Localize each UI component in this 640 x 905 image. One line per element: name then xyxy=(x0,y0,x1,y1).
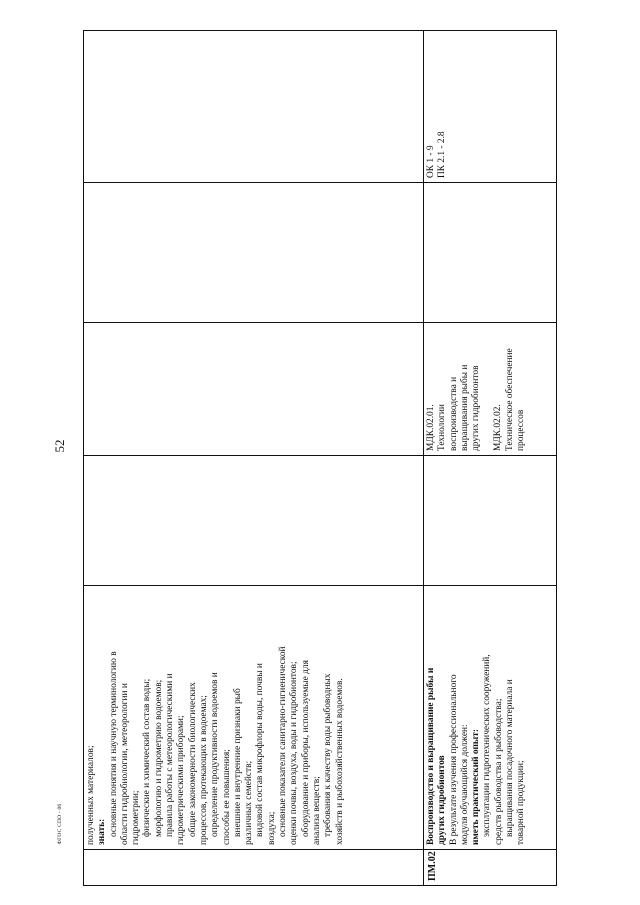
empty-cell xyxy=(84,323,424,456)
module-title: Воспроизводство и выращивание рыбы и xyxy=(426,667,436,845)
table-row xyxy=(84,31,424,886)
empty-cell xyxy=(84,31,424,183)
text-line: воздуха; xyxy=(266,811,277,845)
text-line: общие закономерности биологических xyxy=(187,682,198,837)
competency-line: ОК 1 - 9 xyxy=(426,145,436,178)
curriculum-table-wrapper xyxy=(83,31,556,886)
mdk-line: выращивания рыбы и xyxy=(459,364,470,451)
text-line: физические и химический состав воды; xyxy=(142,678,153,837)
text-line: внешние и внутренние признаки рыб xyxy=(232,688,243,837)
competency-cell xyxy=(424,31,557,183)
content-cell xyxy=(84,586,424,850)
text-line: эксплуатации гидротехнических сооружений, xyxy=(482,654,493,837)
mdk-line: воспроизводства и xyxy=(448,376,459,451)
text-line: анализа веществ; xyxy=(311,776,322,845)
text-line: полученных материалов; xyxy=(86,745,96,845)
text-line: области гидробиологии, метеорологии и xyxy=(119,683,130,845)
text-line: основные показатели санитарно-гигиенической xyxy=(278,646,289,837)
curriculum-table xyxy=(83,30,557,886)
text-line: товарной продукции; xyxy=(516,760,527,845)
text-line: морфологию и гидрометрию водоемов; xyxy=(153,679,164,837)
text-line: различных семейств; xyxy=(244,760,255,845)
text-line: видовой состав микрофлоры воды, почвы и xyxy=(255,663,266,837)
text-line: В результате изучения профессионального xyxy=(448,674,459,845)
content-cell xyxy=(424,586,557,850)
text-line: оценки почвы, воздуха, воды и гидробионтов; xyxy=(289,661,300,845)
experience-label: иметь практический опыт: xyxy=(471,729,482,845)
competency-line: ПК 2.1 - 2.8 xyxy=(437,131,448,178)
text-line: определение продуктивности водоемов и xyxy=(210,672,221,837)
text-line: способы ее повышения; xyxy=(221,749,232,845)
empty-cell xyxy=(84,183,424,323)
text-line: хозяйств и рыбохозяйственных водоемов. xyxy=(334,678,345,845)
mdk-line: процессов xyxy=(516,409,527,451)
know-label: знать: xyxy=(97,818,108,845)
text-line: процессов, протекающих в водоемах; xyxy=(198,695,209,845)
empty-cell xyxy=(84,456,424,586)
text-line: гидрометрическими приборами; xyxy=(176,715,187,845)
code-cell xyxy=(84,850,424,886)
text-line: оборудование и приборы, используемые для xyxy=(300,660,311,837)
mdk-line: Техническое обеспечение xyxy=(504,348,515,451)
text-line: требования к качеству воды рыбоводных xyxy=(323,673,334,837)
page-number: 52 xyxy=(52,439,67,453)
module-title: других гидробионтов xyxy=(437,755,448,845)
mdk-line: МДК.02.02. xyxy=(493,404,504,451)
text-line: модуля обучающийся должен: xyxy=(459,724,470,845)
empty-cell xyxy=(424,183,557,323)
mdk-cell xyxy=(424,323,557,456)
text-line: основные понятия и научную терминологию в xyxy=(108,651,119,837)
text-line: гидрометрии; xyxy=(131,790,142,845)
footer-label: ФГОС СПО - 06 xyxy=(57,803,63,845)
text-line: средств рыбоводства и рыбоводства; xyxy=(493,698,504,845)
module-code: ПМ.02 xyxy=(424,850,557,886)
mdk-line: других гидробионтов xyxy=(471,365,482,451)
mdk-line: МДК.02.01. xyxy=(426,404,436,451)
text-line: правила работы с метеорологическими и xyxy=(165,673,176,837)
table-row xyxy=(424,31,557,886)
empty-cell xyxy=(424,456,557,586)
text-line: выращивания посадочного материала и xyxy=(505,679,516,837)
mdk-line: Технологии xyxy=(437,404,448,451)
